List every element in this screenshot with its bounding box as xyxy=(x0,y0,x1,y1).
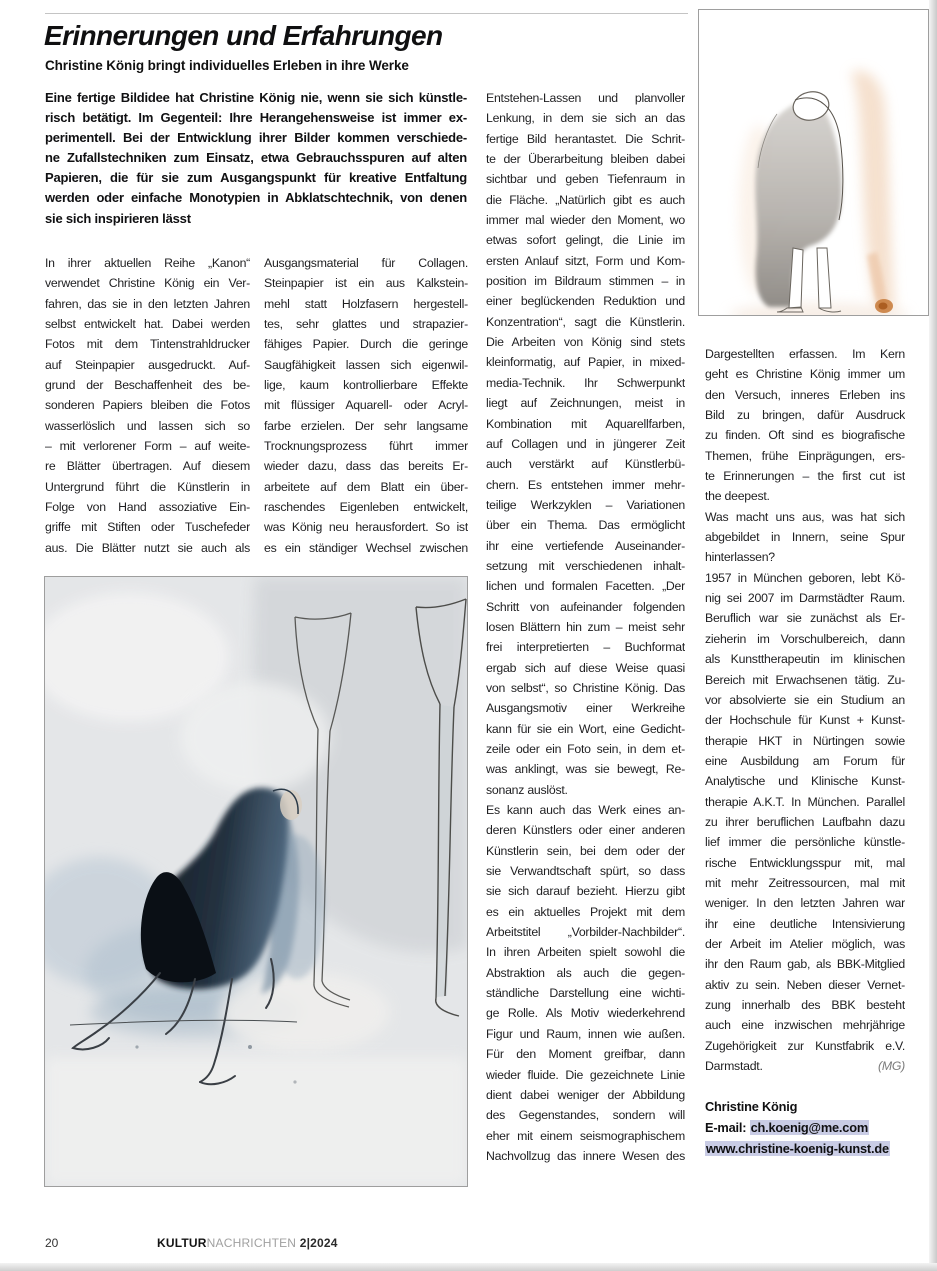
text-line: selbst entwickelt hat. Dabei werden xyxy=(45,317,250,332)
text-line: kleinformatig, auf Papier, in mixed- xyxy=(486,355,685,370)
text-line: sie Verwandtschaft spürt, so dass xyxy=(486,864,685,879)
text-line: Bereich mit Erwachsenen tätig. Zu- xyxy=(705,672,905,687)
text-line: mit flüssiger Aquarell- oder Acryl- xyxy=(264,398,468,413)
contact-block xyxy=(705,1097,915,1159)
text-line: tes, sehr glattes und strapazier- xyxy=(264,317,468,332)
text-line: ge Rolle. Als Motiv wiederkehrend xyxy=(486,1006,685,1021)
text-line: Arbeitstitel „Vorbilder-Nachbilder“. xyxy=(486,925,685,940)
text-line: In ihren Arbeiten spielt sowohl die xyxy=(486,945,685,960)
text-line: ständliche Darstellung eine wichti- xyxy=(486,986,685,1001)
text-line: Fotos mit dem Tintenstrahldrucker xyxy=(45,337,250,352)
text-line: kann für sie ein Wort, eine Gedicht- xyxy=(486,721,685,736)
text-line: aktiv zu sein. Neben dieser Vernet- xyxy=(705,977,905,992)
text-line: ergab sich auf diese Weise quasi xyxy=(486,660,685,675)
magazine-name xyxy=(157,1236,338,1250)
text-line: der Arbeit im Atelier möglich, was xyxy=(705,936,905,951)
magazine-name-light: NACHRICHTEN xyxy=(206,1236,297,1250)
text-line: Papieren, die für sie zum Ausgangspunkt für kreative Entfaltung xyxy=(45,170,467,186)
text-line: setzung mit verschiedenen inhalt- xyxy=(486,558,685,573)
text-line: zieherin im Vorschulbereich, dann xyxy=(705,631,905,646)
text-line: hinterlassen? xyxy=(705,550,775,565)
text-line: therapie HKT in Nürtingen sowie xyxy=(705,733,905,748)
text-line: Schritt von aufeinander folgenden xyxy=(486,599,685,614)
text-line: farbe erzielen. Der sehr langsame xyxy=(264,418,468,433)
text-line: eher mit einem seismographischem xyxy=(486,1128,685,1143)
text-line: sie sich inspirieren lässt xyxy=(45,210,191,226)
text-line: den Versuch, inneres Erleben ins xyxy=(705,387,905,402)
text-line: Was macht uns aus, was hat sich xyxy=(705,509,905,524)
text-line: media-Technik. Ihr Schwerpunkt xyxy=(486,375,685,390)
contact-name: Christine König xyxy=(705,1099,798,1114)
text-line: Steinpapier ist ein aus Kalkstein- xyxy=(264,276,468,291)
text-line: über ein Thema. Das ermöglicht xyxy=(486,518,685,533)
text-line: ihr eine deutliche Intensivierung xyxy=(705,916,905,931)
text-line: als Kunsttherapeutin im klinischen xyxy=(705,652,905,667)
text-line: Nachvollzug das innere Wesen des xyxy=(486,1148,685,1163)
text-line: Saugfähigkeit lassen sich eigenwil- xyxy=(264,357,468,372)
text-line: Ausgangsmotiv einer Werkreihe xyxy=(486,701,685,716)
text-line: deren Künstlers oder einer anderen xyxy=(486,823,685,838)
contact-email-line xyxy=(705,1118,915,1139)
text-line: Ausgangsmaterial für Collagen. xyxy=(264,256,468,270)
text-line: frei interpretierten – Buchformat xyxy=(486,640,685,655)
text-line: Entstehen-Lassen und planvoller xyxy=(486,91,685,105)
text-line: mehl statt Holzfasern hergestell- xyxy=(264,296,468,311)
text-line: zung innerhalb des BBK besteht xyxy=(705,998,905,1012)
text-line: ne Zufallstechniken zum Einsatz, etwa Gebrauchsspuren auf alten xyxy=(45,150,467,166)
text-line: griffe mit Stiften oder Tuschefeder xyxy=(45,520,250,535)
text-line: Für den Moment greifbar, dann xyxy=(486,1047,685,1062)
website-link[interactable]: www.christine-koenig-kunst.de xyxy=(706,1140,889,1156)
page-number: 20 xyxy=(45,1236,59,1250)
text-line: Darmstadt. (MG) xyxy=(705,1059,905,1074)
top-rule xyxy=(45,13,688,14)
text-line: 1957 in München geboren, lebt Kö- xyxy=(705,570,905,585)
text-line: Dargestellten erfassen. Im Kern xyxy=(705,347,905,361)
text-line: te Erinnerungen – the first cut ist xyxy=(705,469,905,484)
text-line: grund der Beschaffenheit des be- xyxy=(45,378,250,393)
text-line: ersten Anlauf sitzt, Form und Kom- xyxy=(486,253,685,268)
text-line: werden oder einfache Monotypien in Abklatschtechnik, von denen xyxy=(45,190,467,206)
text-line: zu finden. Oft sind es biografische xyxy=(705,428,905,443)
text-line: auf Collagen und in jüngerer Zeit xyxy=(486,436,685,451)
text-line: risch betätigt. Im Gegenteil: Ihre Herangehensweise ist immer ex- xyxy=(45,110,467,126)
text-line: wasserlöslich und lassen sich so xyxy=(45,418,250,433)
text-line: fähiges Papier. Durch die geringe xyxy=(264,337,468,352)
text-line: sichtbar und geben Tiefenraum in xyxy=(486,172,685,187)
text-line: lige, kaum kontrollierbare Effekte xyxy=(264,378,468,393)
text-line: aus. Die Blätter nutzt sie auch als xyxy=(45,540,250,555)
text-line: des Gegenstandes, sondern will xyxy=(486,1108,685,1123)
text-line: wieder fluide. Die gezeichnete Linie xyxy=(486,1067,685,1082)
text-line: Folge von Hand assoziative Ein- xyxy=(45,500,250,515)
page-subtitle: Christine König bringt individuelles Erleben in ihre Werke xyxy=(45,58,409,73)
email-label: E-mail: xyxy=(705,1119,750,1135)
text-line: nig sei 2007 im Darmstädter Raum. xyxy=(705,591,905,606)
text-line: einer beglückenden Reduktion und xyxy=(486,294,685,309)
text-line: sonanz auslöst. xyxy=(486,782,568,797)
text-line: immer mal wieder den Moment, wo xyxy=(486,213,685,228)
text-line: re Blätter übertragen. Auf diesem xyxy=(45,459,250,474)
text-line: Die Arbeiten von König sind stets xyxy=(486,335,685,350)
text-line: es ein ständiger Wechsel zwischen xyxy=(264,540,468,555)
email-link[interactable]: ch.koenig@me.com xyxy=(750,1119,868,1135)
text-line: Themen, frühe Einprägungen, ers- xyxy=(705,448,905,463)
text-line: – mit verlorener Form – auf weite- xyxy=(45,439,250,454)
text-line: Trocknungsprozess führt immer xyxy=(264,439,468,454)
text-line: Analytische und Klinische Kunst- xyxy=(705,774,905,789)
text-line: arbeitete auf dem Blatt ein über- xyxy=(264,479,468,494)
text-line: position im Bildraum stimmen – in xyxy=(486,274,685,289)
text-line: fertige Bild herantastet. Die Schrit- xyxy=(486,131,685,146)
text-line: chern. Es entstehen immer mehr- xyxy=(486,477,685,492)
article-column-3 xyxy=(486,88,685,1166)
article-column-4 xyxy=(705,344,905,1076)
text-line: abgebildet in Innern, seine Spur xyxy=(705,530,905,545)
artwork-figure-standing xyxy=(698,9,929,316)
text-line: liegt auf Zeichnungen, meist in xyxy=(486,396,685,411)
magazine-issue: 2|2024 xyxy=(296,1236,338,1250)
text-line: es ein aktuelles Projekt mit dem xyxy=(486,904,685,919)
page-edge-shadow-bottom xyxy=(0,1263,937,1271)
text-line: therapie A.K.T. In München. Parallel xyxy=(705,794,905,809)
text-line: fahren, das sie in den letzten Jahren xyxy=(45,296,250,311)
text-line: raschendes Eigenleben entwickelt, xyxy=(264,500,468,515)
text-line: rische Entwicklungsspur mit, mal xyxy=(705,855,905,870)
article-column-2 xyxy=(264,253,468,558)
text-line: perimentell. Bei der Entwicklung ihrer Bilder kommen verschiede- xyxy=(45,130,467,146)
text-line: Bild zu bringen, dafür Ausdruck xyxy=(705,408,905,423)
text-line: ihr den Raum gab, als BBK-Mitglied xyxy=(705,957,905,972)
artwork-figure-crouching xyxy=(44,576,468,1187)
text-line: mit mehr Zeitressourcen, mal mit xyxy=(705,875,905,890)
text-line: was anklingt, was sie bewegt, Re- xyxy=(486,762,685,777)
text-line: eine Ausbildung am Forum für xyxy=(705,753,905,768)
text-line: lief immer die persönliche künstle- xyxy=(705,835,905,850)
text-line: was König neu herausfordert. So ist xyxy=(264,520,468,535)
page-edge-shadow-right xyxy=(929,0,937,1271)
text-line: teilige Werkzyklen – Variationen xyxy=(486,497,685,512)
text-line: etwas sofort gelingt, die Linie im xyxy=(486,233,685,248)
text-line: Konzentration“, sagt die Künstlerin. xyxy=(486,314,685,329)
text-line: te der Überarbeitung bleiben dabei xyxy=(486,152,685,167)
text-line: die Fläche. „Natürlich gibt es auch xyxy=(486,192,685,207)
intro-paragraph xyxy=(45,88,467,229)
text-line: In ihrer aktuellen Reihe „Kanon“ xyxy=(45,256,250,270)
text-line: geht es Christine König immer um xyxy=(705,367,905,382)
artwork-figure-crouching-image xyxy=(45,577,467,1186)
text-line: verwendet Christine König ein Ver- xyxy=(45,276,250,291)
text-line: Lenkung, in dem sie sich an das xyxy=(486,111,685,126)
article-column-1 xyxy=(45,253,250,558)
text-line: zeile oder ein Foto sein, in dem et- xyxy=(486,742,685,756)
text-line: Figur und Raum, innen wie außen. xyxy=(486,1026,685,1041)
text-line: Abstraktion als auch die gegen- xyxy=(486,965,685,980)
text-line: weniger. In den letzten Jahren war xyxy=(705,896,905,911)
text-line: dient dabei weniger der Abbildung xyxy=(486,1087,685,1102)
text-line: Beruflich war sie zunächst als Er- xyxy=(705,611,905,626)
text-line: the deepest. xyxy=(705,489,770,504)
text-line: Zugehörigkeit zur Kunstfabrik e.V. xyxy=(705,1038,905,1053)
page-title: Erinnerungen und Erfahrungen xyxy=(44,20,443,51)
text-line: auf Steinpapier ausgedruckt. Auf- xyxy=(45,357,250,372)
text-line: der Hochschule für Kunst + Kunst- xyxy=(705,713,905,728)
text-line: Kombination mit Aquarellfarben, xyxy=(486,416,685,431)
text-line: lichen und formalen Facetten. „Der xyxy=(486,579,685,594)
artwork-figure-standing-image xyxy=(699,10,928,315)
text-line: Untergrund führt die Künstlerin in xyxy=(45,479,250,494)
text-line: sie sich darauf bezieht. Hierzu gibt xyxy=(486,884,685,899)
text-line: vor absolvierte sie ein Studium an xyxy=(705,692,905,707)
text-line: auch eine inzwischen mehrjährige xyxy=(705,1018,905,1033)
text-line: auch verstärkt auf Künstlerbü- xyxy=(486,457,685,472)
text-line: Es kann auch das Werk eines an- xyxy=(486,803,685,818)
magazine-name-bold: KULTUR xyxy=(157,1236,207,1250)
text-line: sonderen Papiers bleiben die Fotos xyxy=(45,398,250,413)
text-line: ihr eine vertiefende Auseinander- xyxy=(486,538,685,553)
text-line: zu ihrer beruflichen Laufbahn dazu xyxy=(705,814,905,829)
text-line: Eine fertige Bildidee hat Christine König nie, wenn sie sich künstle- xyxy=(45,90,467,105)
text-line: losen Blättern hin zum – meist sehr xyxy=(486,619,685,634)
text-line: wieder dazu, dass das bereits Er- xyxy=(264,459,468,474)
text-line: Künstlerin sein, bei dem oder der xyxy=(486,843,685,858)
text-line: von selbst“, so Christine König. Das xyxy=(486,680,685,695)
